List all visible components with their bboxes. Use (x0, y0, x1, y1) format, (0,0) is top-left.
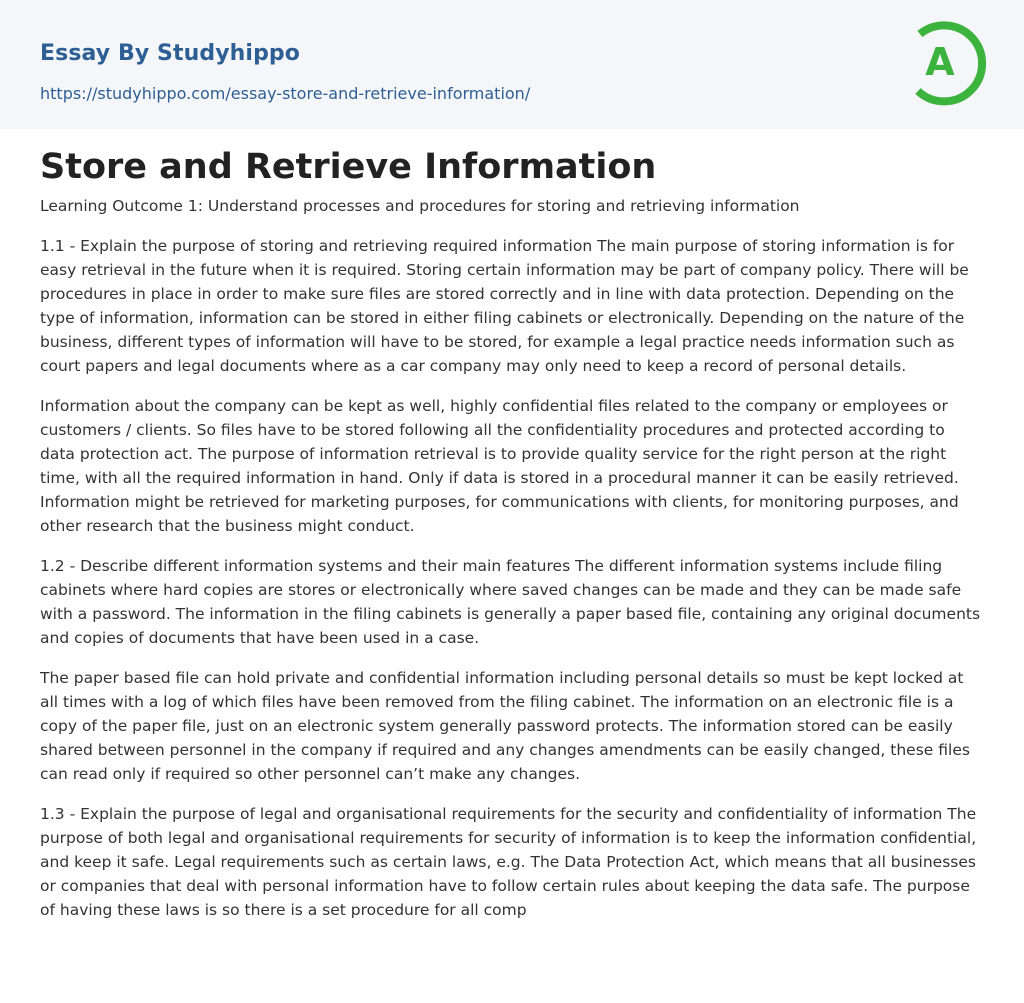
paragraph-3: 1.2 - Describe different information systems and their main features The different information systems include filing cabinets where hard copies are stores or electronically where saved changes can be made and they can be made safe with a password. The information in the filing cabinets is generally a paper based file, containing any original documents and copies of documents that have been used in a case. (40, 557, 981, 647)
page-url-link[interactable]: https://studyhippo.com/essay-store-and-retrieve-information/ (40, 84, 531, 103)
studyhippo-logo-icon[interactable] (908, 18, 988, 106)
learning-outcome: Learning Outcome 1: Understand processes and procedures for storing and retrieving information (40, 197, 800, 215)
site-name[interactable]: Essay By Studyhippo (40, 41, 300, 66)
paragraph-2: Information about the company can be kept as well, highly confidential files related to the company or employees or customers / clients. So files have to be stored following all the confidentiality procedures and protected according to data protection act. The purpose of information retrieval is to provide quality service for the right person at the right time, with all the required information in hand. Only if data is stored in a procedural manner it can be easily retrieved. Information might be retrieved for marketing purposes, for communications with clients, for monitoring purposes, and other research that the business might conduct. (40, 397, 959, 535)
page-title: Store and Retrieve Information (40, 147, 657, 187)
article (0, 129, 1024, 922)
logo-letter: A (925, 40, 955, 84)
paragraph-4: The paper based file can hold private and confidential information including personal details so must be kept locked at all times with a log of which files have been removed from the filing cabinet. The information on an electronic file is a copy of the paper file, just on an electronic system generally password protects. The information stored can be easily shared between personnel in the company if required and any changes amendments can be easily changed, these files can read only if required so other personnel can’t make any changes. (40, 669, 970, 783)
paragraph-5: 1.3 - Explain the purpose of legal and organisational requirements for the security and confidentiality of information The purpose of both legal and organisational requirements for security of information is to keep the information confidential, and keep it safe. Legal requirements such as certain laws, e.g. The Data Protection Act, which means that all businesses or companies that deal with personal information have to follow certain rules about keeping the data safe. The purpose of having these laws is so there is a set procedure for all comp (40, 805, 977, 919)
site-header (0, 0, 1024, 129)
paragraph-1: 1.1 - Explain the purpose of storing and retrieving required information The main purpose of storing information is for easy retrieval in the future when it is required. Storing certain information may be part of company policy. There will be procedures in place in order to make sure files are stored correctly and in line with data protection. Depending on the type of information, information can be stored in either filing cabinets or electronically. Depending on the nature of the business, different types of information will have to be stored, for example a legal practice needs information such as court papers and legal documents where as a car company may only need to keep a record of personal details. (40, 237, 969, 375)
